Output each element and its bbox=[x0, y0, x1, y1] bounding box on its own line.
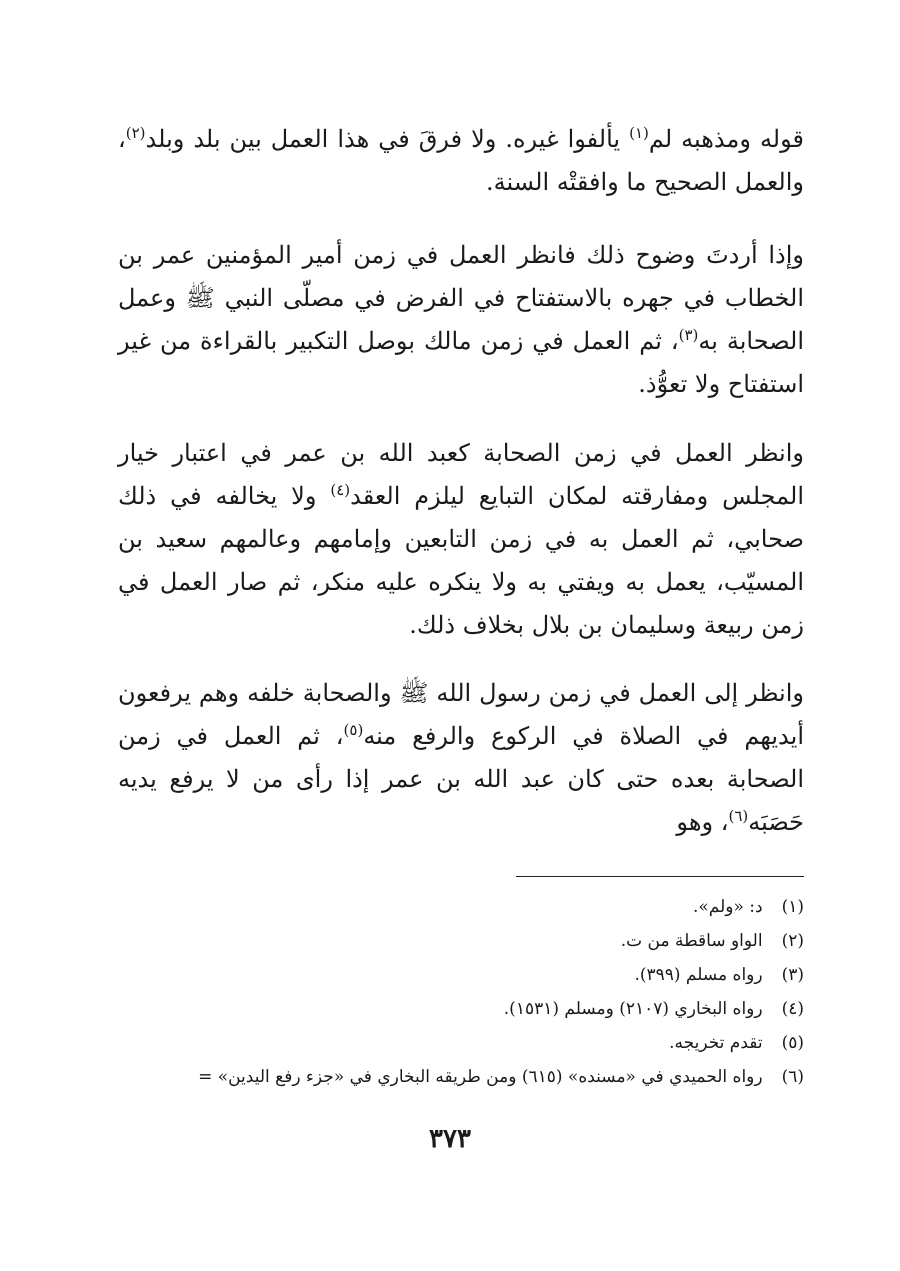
text-run: يألفوا غيره. ولا فرقَ في هذا العمل بين بلد وبلد bbox=[145, 125, 630, 153]
footnote-number: (٤) bbox=[781, 999, 804, 1019]
footnote-6 bbox=[110, 1060, 804, 1094]
footnote-ref-5: (٥) bbox=[343, 721, 364, 739]
paragraph-2 bbox=[118, 234, 804, 406]
footnote-number: (٢) bbox=[781, 931, 804, 951]
footnote-text: رواه مسلم (٣٩٩). bbox=[634, 965, 763, 985]
footnote-ref-1: (١) bbox=[629, 124, 649, 142]
footnote-text: د: «ولم». bbox=[692, 897, 763, 917]
footnotes bbox=[110, 890, 804, 1094]
paragraph-1 bbox=[118, 118, 804, 204]
text-run: وانظر العمل في زمن الصحابة كعبد الله بن عمر في اعتبار خيار المجلس ومفارقته لمكان التبايع ليلزم العقد bbox=[118, 439, 804, 510]
footnote-1 bbox=[110, 890, 804, 924]
text-run: ، ثم العمل في زمن مالك بوصل التكبير بالقراءة من غير استفتاح ولا تعوُّذ. bbox=[118, 327, 804, 398]
text-run: ، والعمل الصحيح ما وافقتْه السنة. bbox=[118, 125, 804, 196]
text-run: ، ثم العمل في زمن الصحابة بعده حتى كان عبد الله بن عمر إذا رأى من لا يرفع يديه حَصَبَه bbox=[118, 722, 804, 836]
text-run: ولا يخالفه في ذلك صحابي، ثم العمل به في زمن التابعين وإمامهم وعالمهم سعيد بن المسيّب، يعمل به ويفتي به ولا ينكره عليه منكر، ثم صار العمل في زمن ربيعة وسليمان بن بلال بخلاف ذلك. bbox=[118, 482, 804, 639]
footnote-number: (١) bbox=[781, 897, 804, 917]
footnote-ref-3: (٣) bbox=[678, 326, 699, 344]
footnote-text: رواه الحميدي في «مسنده» (٦١٥) ومن طريقه البخاري في «جزء رفع اليدين» = bbox=[198, 1067, 763, 1087]
text-run: وإذا أردتَ وضوح ذلك فانظر العمل في زمن أمير المؤمنين عمر بن الخطاب في جهره بالاستفتاح في الفرض في مصلّى النبي ﷺ وعمل الصحابة به bbox=[118, 241, 804, 355]
paragraph-4 bbox=[118, 672, 804, 844]
footnote-ref-2: (٢) bbox=[125, 124, 146, 142]
footnote-4 bbox=[110, 992, 804, 1026]
paragraph-3 bbox=[118, 432, 804, 647]
text-run: وانظر إلى العمل في زمن رسول الله ﷺ والصحابة خلفه وهم يرفعون أيديهم في الصلاة في الركوع والرفع منه bbox=[118, 679, 804, 750]
text-run: قوله ومذهبه لم bbox=[648, 125, 804, 153]
footnote-divider bbox=[516, 876, 804, 877]
footnote-2 bbox=[110, 924, 804, 958]
footnote-number: (٥) bbox=[781, 1033, 804, 1053]
footnote-text: تقدم تخريجه. bbox=[669, 1033, 763, 1053]
footnote-ref-6: (٦) bbox=[728, 807, 749, 825]
footnote-ref-4: (٤) bbox=[330, 481, 351, 499]
footnote-number: (٣) bbox=[781, 965, 804, 985]
footnote-number: (٦) bbox=[781, 1067, 804, 1087]
footnote-3 bbox=[110, 958, 804, 992]
footnote-text: الواو ساقطة من ت. bbox=[620, 931, 763, 951]
footnote-text: رواه البخاري (٢١٠٧) ومسلم (١٥٣١). bbox=[503, 999, 763, 1019]
footnote-5 bbox=[110, 1026, 804, 1060]
page-number: ٣٧٣ bbox=[429, 1124, 471, 1154]
text-run: ، وهو bbox=[676, 808, 729, 836]
main-text bbox=[118, 118, 804, 871]
